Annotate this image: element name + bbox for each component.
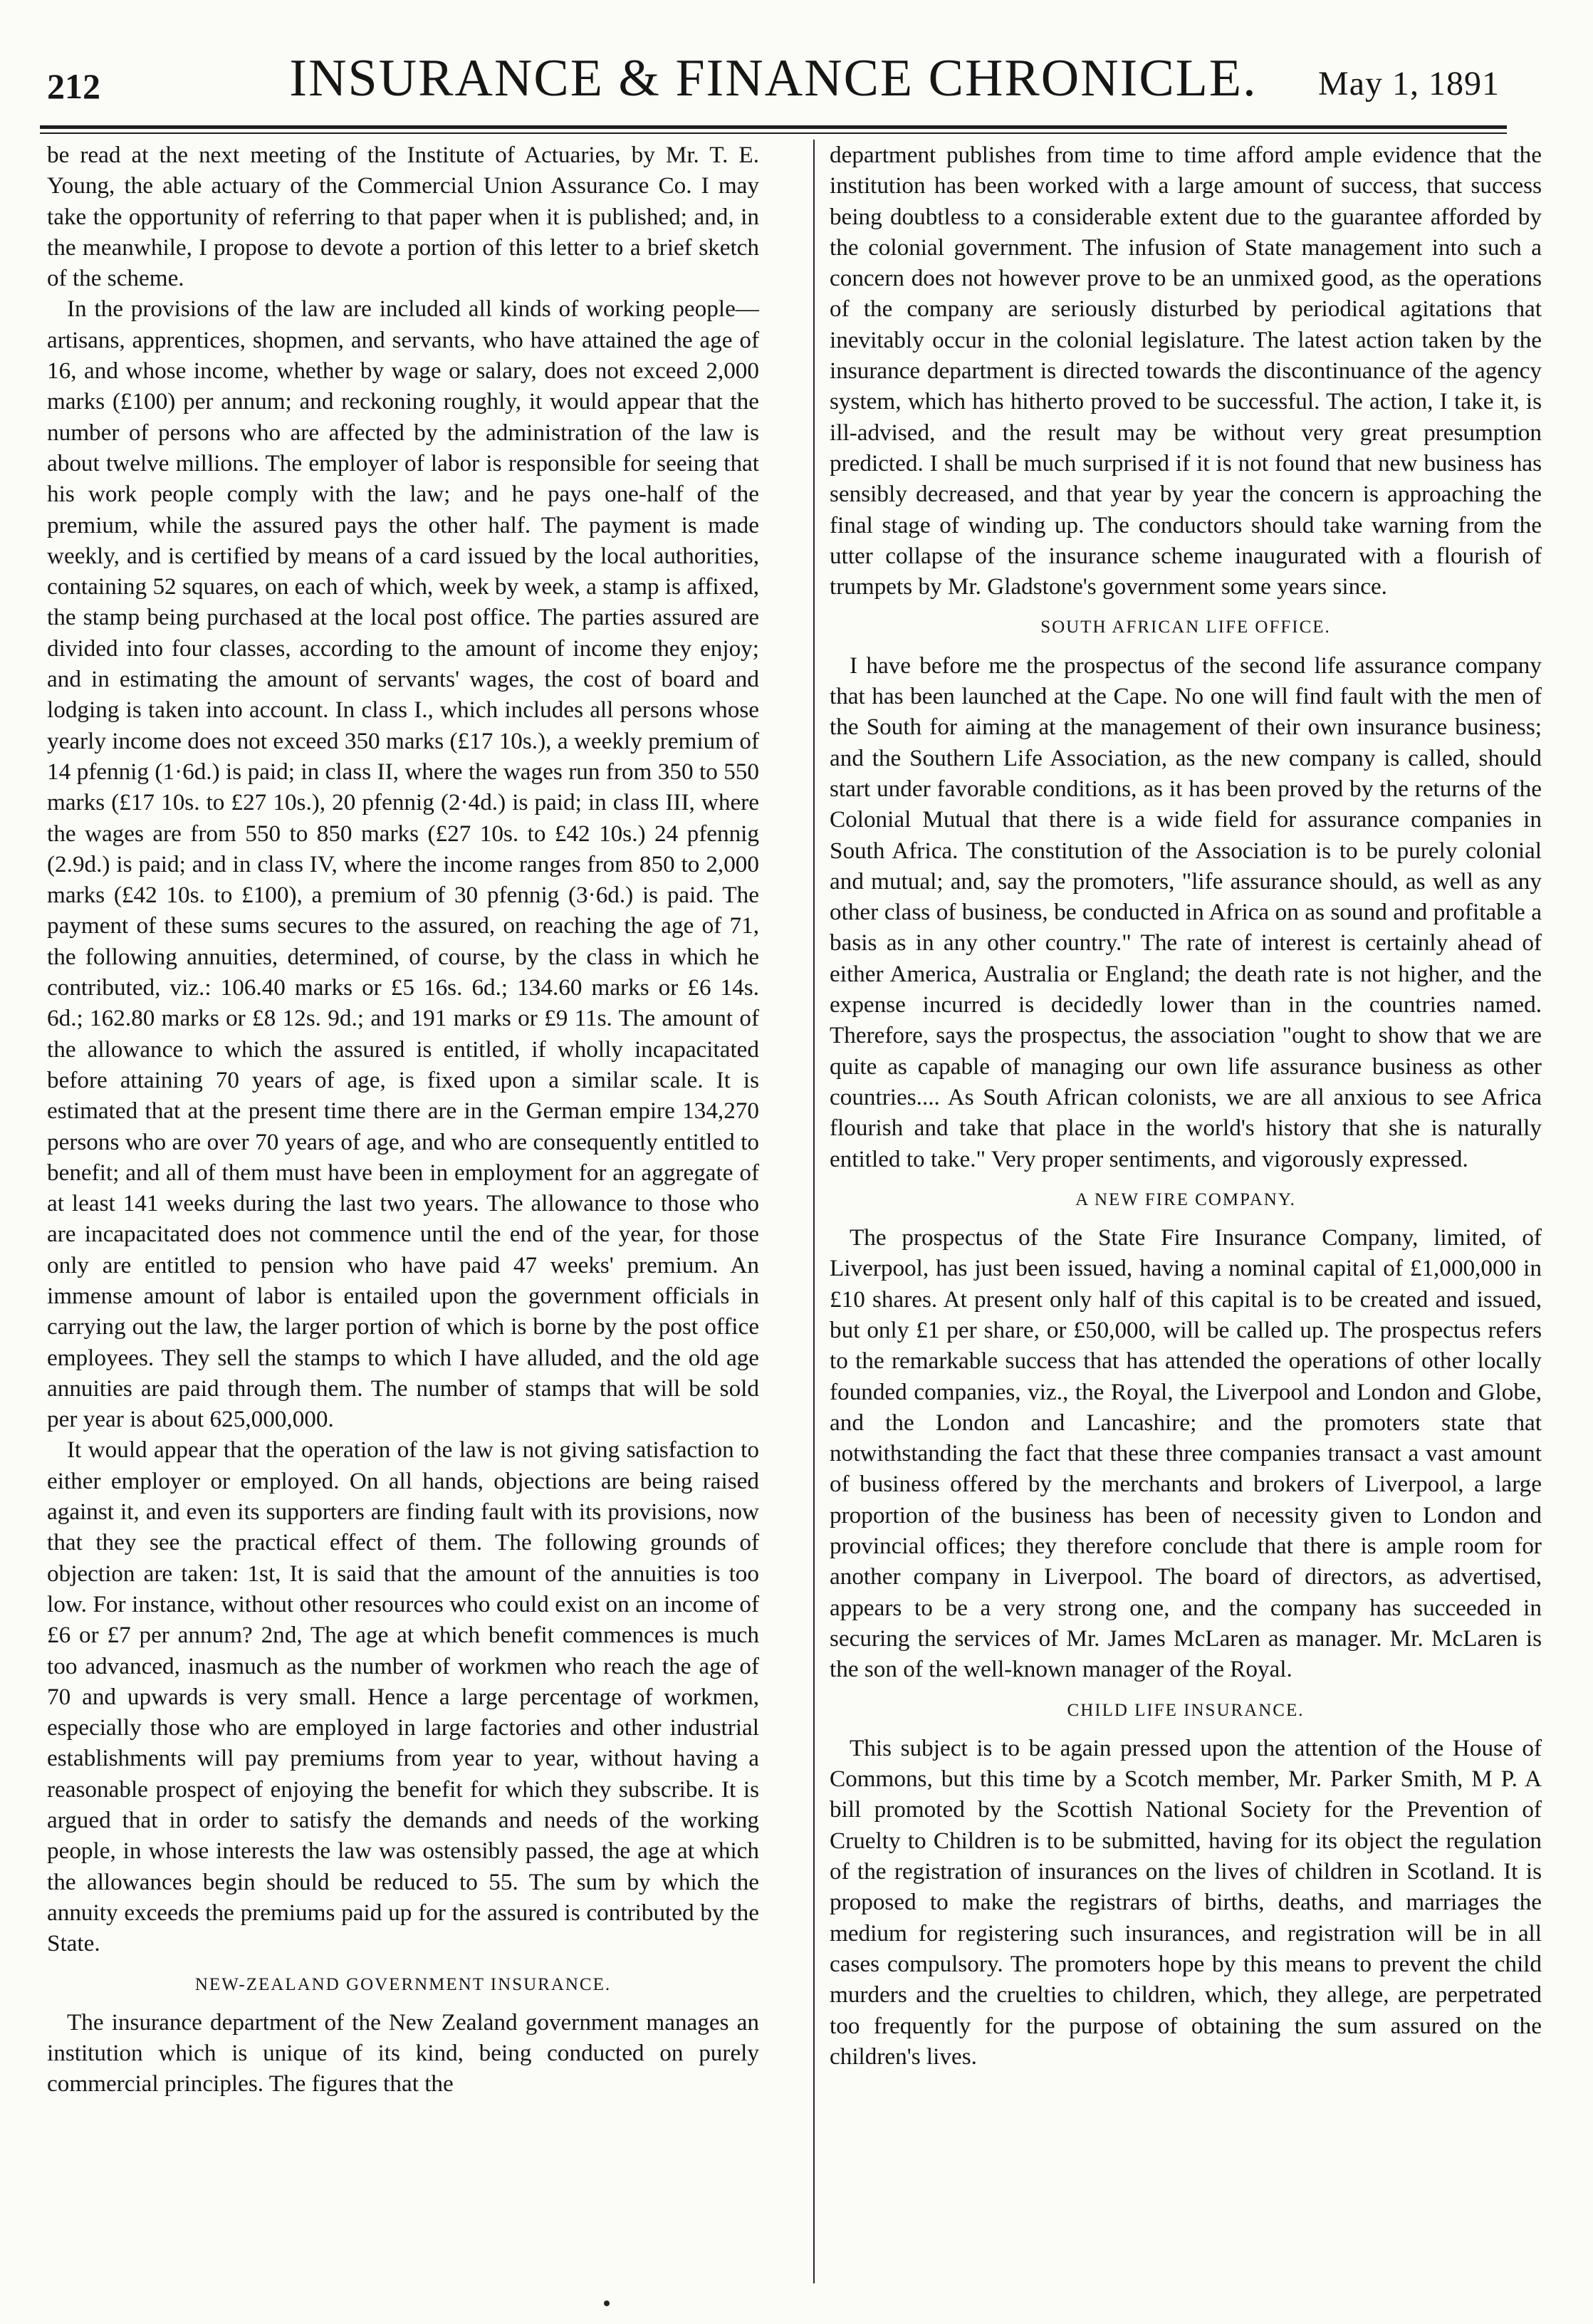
column-divider	[813, 140, 815, 2283]
section-heading-south-african: SOUTH AFRICAN LIFE OFFICE.	[1040, 618, 1331, 637]
page-header	[40, 27, 1507, 115]
paragraph: This subject is to be again pressed upon the attention of the House of Commons, but this time by a Scotch member, Mr. Parker Smith, M P. A bill promoted by the Scottish National Society for the Prevention of Cruelty to Children is to be submitted, having for its object the regulation of the registration of insurances on the lives of children in Scotland. It is proposed to make the registrars of births, deaths, and marriages the medium for registering such insurances, and registration will be in all cases compulsory. The promoters hope by this means to prevent the child murders and the cruelties to children, which, they allege, are perpetrated too frequently for the purpose of obtaining the sum assured on the children's lives.	[830, 1734, 1542, 2070]
left-column	[47, 140, 759, 2100]
section-heading-fire-company: A NEW FIRE COMPANY.	[1075, 1189, 1296, 1209]
print-mark	[604, 2300, 610, 2306]
paragraph: be read at the next meeting of the Institute of Actuaries, by Mr. T. E. Young, the able actuary of the Commercial Union Assurance Co. I may take the opportunity of referring to that paper when it is published; and, in the meanwhile, I propose to devote a portion of this letter to a brief sketch of the scheme.	[47, 142, 759, 292]
paragraph: The prospectus of the State Fire Insurance Company, limited, of Liverpool, has just been issued, having a nominal capital of £1,000,000 in £10 shares. At present only half of this capital is to be created and issued, but only £1 per share, or £50,000, will be called up. The prospectus refers to the remarkable success that has attended the operations of other locally founded companies, viz., the Royal, the Liverpool and London and Globe, and the London and Lancashire; and the promoters state that notwithstanding the fact that these three companies transact a vast amount of business offered by the merchants and brokers of Liverpool, a large proportion of the business has been of necessity given to London and provincial offices; they therefore conclude that there is ample room for another company in Liverpool. The board of directors, as advertised, appears to be a very strong one, and the company has succeeded in securing the services of Mr. James McLaren as manager. Mr. McLaren is the son of the well-known manager of the Royal.	[830, 1224, 1542, 1683]
header-rule	[40, 125, 1507, 129]
paragraph: It would appear that the operation of the law is not giving satisfaction to either employer or employed. On all hands, objections are being raised against it, and even its supporters are finding fault with its provisions, now that they see the practical effect of them. The following grounds of objection are taken: 1st, It is said that the amount of the annuities is too low. For instance, without other resources who could exist on an income of £6 or £7 per annum? 2nd, The age at which benefit commences is much too advanced, inasmuch as the number of workmen who reach the age of 70 and upwards is very small. Hence a large percentage of workmen, especially those who are employed in large factories and other industrial establishments will pay premiums from year to year, without having a reasonable prospect of enjoying the benefit for which they subscribe. It is argued that in order to satisfy the demands and needs of the working people, in whose interests the law was ostensibly passed, the age at which the allowances begin should be reduced to 55. The sum by which the annuity exceeds the premiums paid up for the assured is contributed by the State.	[47, 1437, 759, 1957]
right-column	[830, 140, 1542, 2072]
paragraph: The insurance department of the New Zealand government manages an institution which is unique of its kind, being conducted on purely commercial principles. The figures that the	[47, 2008, 759, 2098]
section-heading-child-life: CHILD LIFE INSURANCE.	[1067, 1700, 1305, 1720]
page-number: 212	[47, 66, 100, 106]
header-rule-thin	[40, 132, 1507, 134]
paragraph: In the provisions of the law are included all kinds of working people—artisans, apprentices, shopmen, and servants, who have attained the age of 16, and whose income, whether by wage or salary, does not exceed 2,000 marks (£100) per annum; and reckoning roughly, it would appear that the number of persons who are affected by the administration of the law is about twelve millions. The employer of labor is responsible for seeing that his work people comply with the law; and he pays one-half of the premium, while the assured pays the other half. The payment is made weekly, and is certified by means of a card issued by the local authorities, containing 52 squares, on each of which, week by week, a stamp is affixed, the stamp being purchased at the local post office. The parties assured are divided into four classes, according to the amount of income they enjoy; and in estimating the amount of servants' wages, the cost of board and lodging is taken into account. In class I., which includes all persons whose yearly income does not exceed 350 marks (£17 10s.), a weekly premium of 14 pfennig (1·6d.) is paid; in class II, where the wages run from 350 to 550 marks (£17 10s. to £27 10s.), 20 pfennig (2·4d.) is paid; in class III, where the wages are from 550 to 850 marks (£27 10s. to £42 10s.) 24 pfennig (2.9d.) is paid; and in class IV, where the income ranges from 850 to 2,000 marks (£42 10s. to £100), a premium of 30 pfennig (3·6d.) is paid. The payment of these sums secures to the assured, on reaching the age of 71, the following annuities, determined, of course, by the class in which he contributed, viz.: 106.40 marks or £5 16s. 6d.; 134.60 marks or £6 14s. 6d.; 162.80 marks or £8 12s. 9d.; and 191 marks or £9 11s. The amount of the allowance to which the assured is entitled, if wholly incapacitated before attaining 70 years of age, is fixed upon a similar scale. It is estimated that at the present time there are in the German empire 134,270 persons who are over 70 years of age, and who are consequently entitled to benefit; and all of them must have been in employment for an aggregate of at least 141 weeks during the last two years. The allowance to those who are incapacitated does not commence until the end of the year, for those only are entitled to pension who have paid 47 weeks' premium. An immense amount of labor is entailed upon the government officials in carrying out the law, the larger portion of which is borne by the post office employees. They sell the stamps to which I have alluded, and the old age annuities are paid through them. The number of stamps that will be sold per year is about 625,000,000.	[47, 296, 759, 1433]
paragraph: I have before me the prospectus of the second life assurance company that has been launched at the Cape. No one will find fault with the men of the South for aiming at the management of their own insurance business; and the Southern Life Association, as the new company is called, should start under favorable conditions, as it has been proved by the returns of the Colonial Mutual that there is a wide field for assurance companies in South Africa. The constitution of the Association is to be purely colonial and mutual; and, say the promoters, "life assurance should, as well as any other class of business, be conducted in Africa on as sound and profitable a basis as in any other country." The rate of interest is certainly ahead of either America, Australia or England; the death rate is not higher, and the expense incurred is decidedly lower than in the countries named. Therefore, says the prospectus, the association "ought to show that we are quite as capable of managing our own life assurance business as other countries.... As South African colonists, we are all anxious to see Africa flourish and take that place in the world's history that she is naturally entitled to take." Very proper sentiments, and vigorously expressed.	[830, 652, 1542, 1172]
section-heading-new-zealand: NEW-ZEALAND GOVERNMENT INSURANCE.	[194, 1974, 612, 1994]
issue-date: May 1, 1891	[1318, 65, 1500, 103]
publication-title: INSURANCE & FINANCE CHRONICLE.	[289, 49, 1258, 108]
paragraph: department publishes from time to time afford ample evidence that the institution has been worked with a large amount of success, that success being doubtless to a considerable extent due to the guarantee afforded by the colonial government. The infusion of State management into such a concern does not however prove to be an unmixed good, as the operations of the company are seriously disturbed by periodical agitations that inevitably occur in the colonial legislature. The latest action taken by the insurance department is directed towards the discontinuance of the agency system, which has hitherto proved to be successful. The action, I take it, is ill-advised, and the result may be without very great presumption predicted. I shall be much surprised if it is not found that new business has sensibly decreased, and that year by year the concern is approaching the final stage of winding up. The conductors should take warning from the utter collapse of the insurance scheme inaugurated with a flourish of trumpets by Mr. Gladstone's government some years since.	[830, 142, 1542, 600]
